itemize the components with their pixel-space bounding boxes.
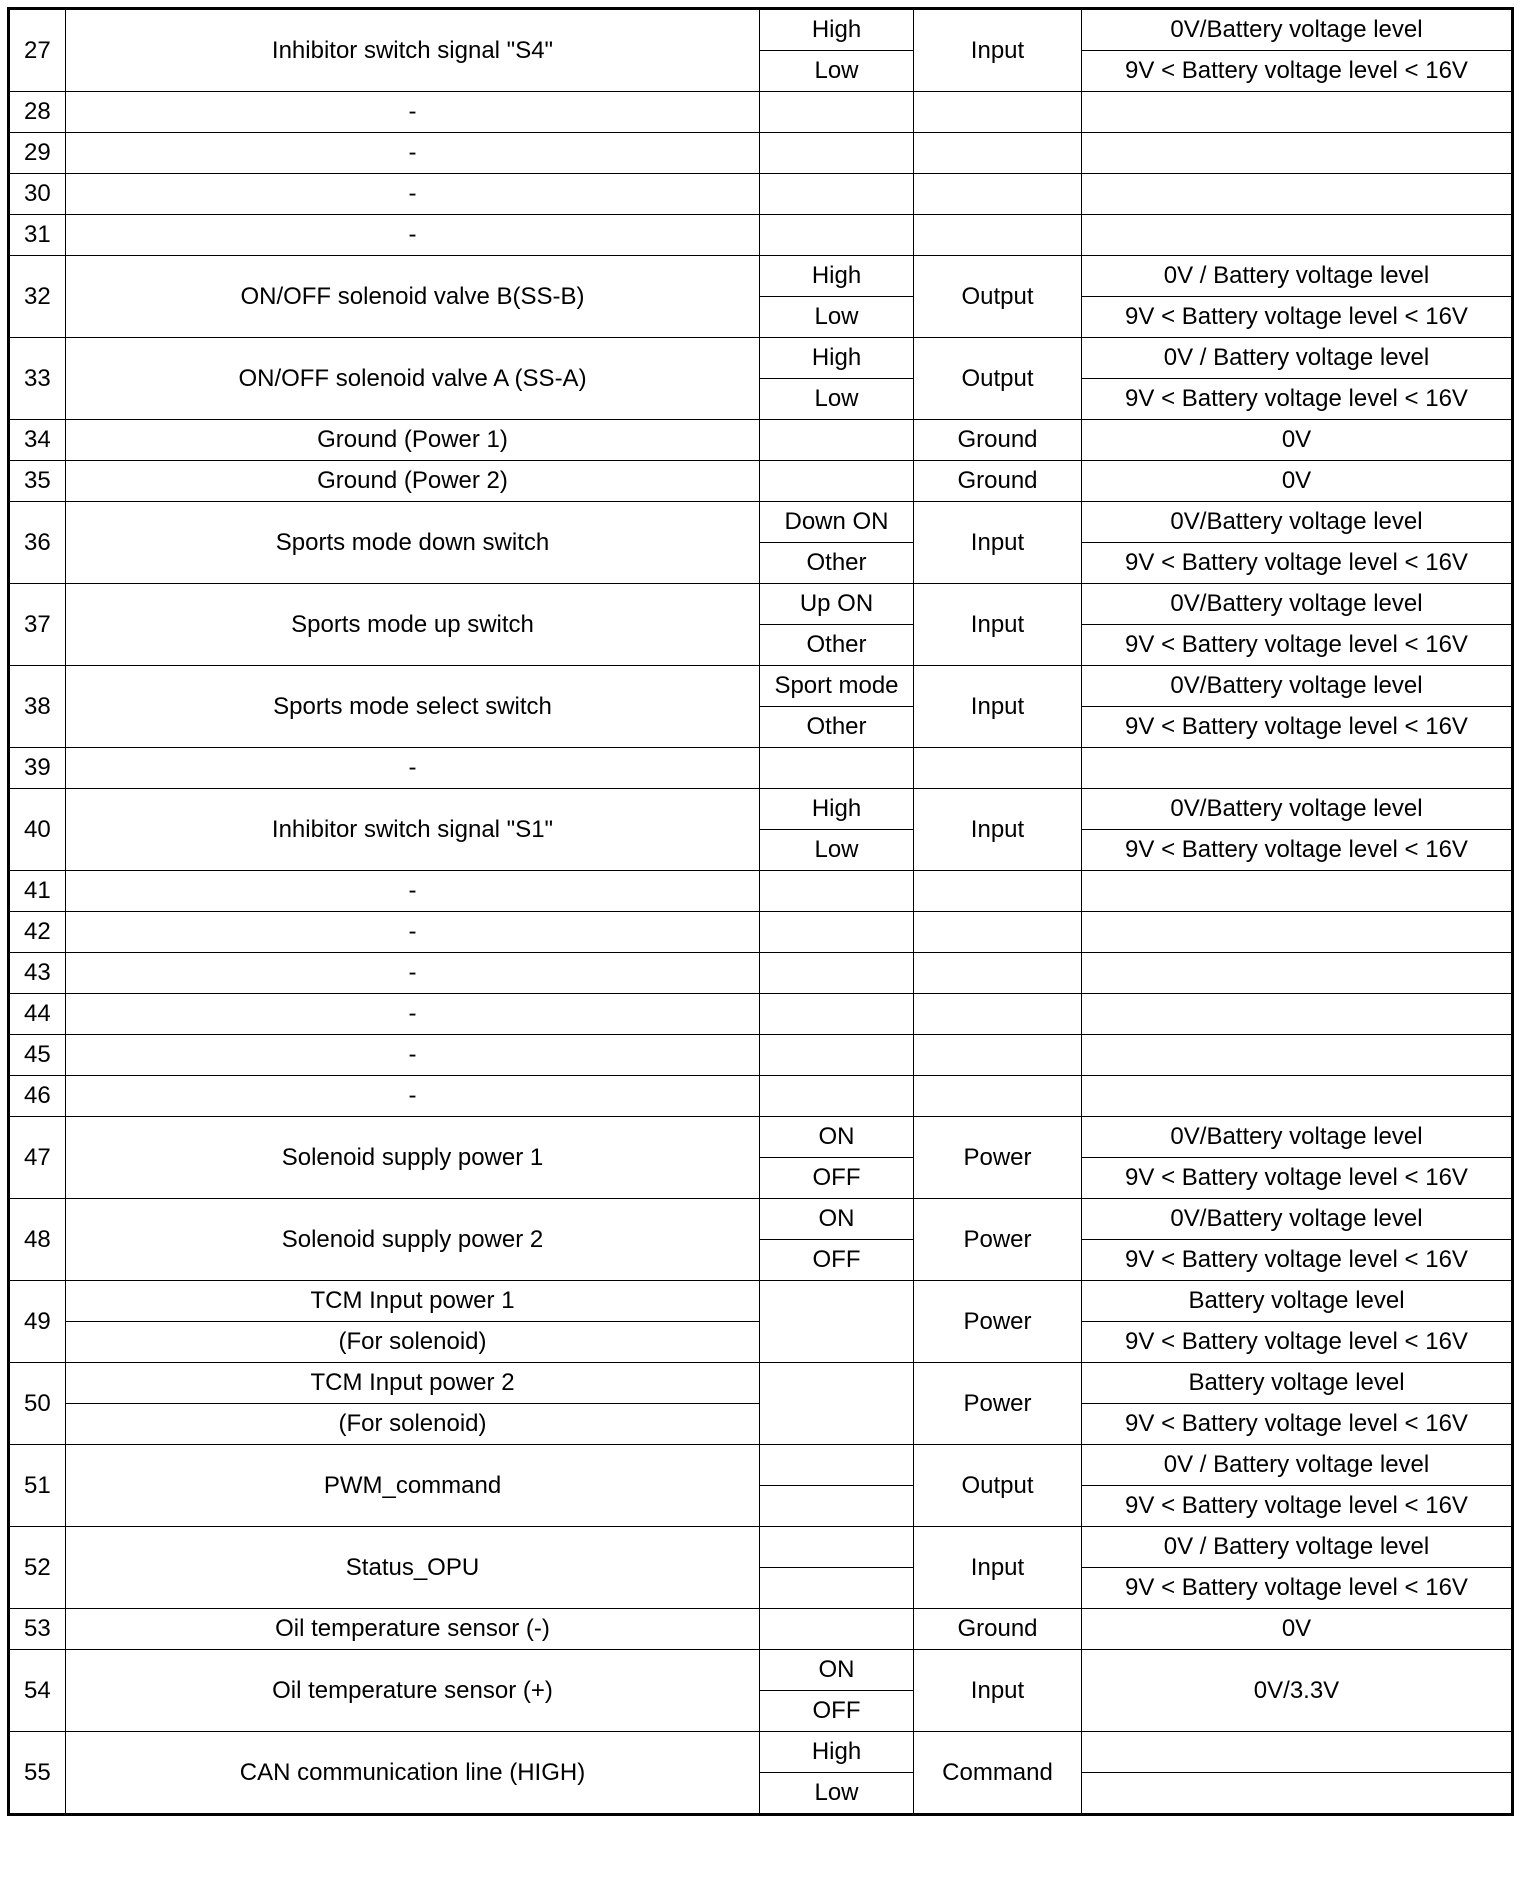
pin-value: 9V < Battery voltage level < 16V <box>1082 379 1513 420</box>
pin-function: - <box>66 215 760 256</box>
table-row <box>9 1609 1513 1650</box>
pin-function: Sports mode down switch <box>66 502 760 584</box>
pin-value: 0V/3.3V <box>1082 1650 1513 1732</box>
pin-function: Sports mode select switch <box>66 666 760 748</box>
pin-value: 0V <box>1082 461 1513 502</box>
pin-function: Solenoid supply power 2 <box>66 1199 760 1281</box>
pin-number: 37 <box>9 584 66 666</box>
pin-condition <box>760 215 914 256</box>
table-row <box>9 912 1513 953</box>
pin-condition: Down ON <box>760 502 914 543</box>
pin-condition <box>760 1363 914 1445</box>
pin-function: Oil temperature sensor (-) <box>66 1609 760 1650</box>
pin-value: Battery voltage level <box>1082 1281 1513 1322</box>
pin-condition <box>760 1486 914 1527</box>
pin-condition: Other <box>760 543 914 584</box>
pin-value <box>1082 1035 1513 1076</box>
pin-value: 9V < Battery voltage level < 16V <box>1082 543 1513 584</box>
table-row <box>9 1035 1513 1076</box>
pin-condition: High <box>760 789 914 830</box>
table-row <box>9 1732 1513 1773</box>
pin-value <box>1082 871 1513 912</box>
pin-condition <box>760 748 914 789</box>
pin-condition <box>760 1568 914 1609</box>
pin-condition: Other <box>760 707 914 748</box>
pin-number: 39 <box>9 748 66 789</box>
pin-value: 9V < Battery voltage level < 16V <box>1082 1158 1513 1199</box>
pin-number: 48 <box>9 1199 66 1281</box>
pin-number: 33 <box>9 338 66 420</box>
pin-condition <box>760 1609 914 1650</box>
pin-type: Ground <box>914 420 1082 461</box>
pin-value: 0V / Battery voltage level <box>1082 338 1513 379</box>
pin-function: Inhibitor switch signal "S1" <box>66 789 760 871</box>
pin-type <box>914 1035 1082 1076</box>
pin-function: Sports mode up switch <box>66 584 760 666</box>
pin-value: 0V/Battery voltage level <box>1082 666 1513 707</box>
pin-condition: High <box>760 256 914 297</box>
pin-value: 9V < Battery voltage level < 16V <box>1082 1486 1513 1527</box>
pin-condition: Sport mode <box>760 666 914 707</box>
pin-number: 46 <box>9 1076 66 1117</box>
table-row <box>9 215 1513 256</box>
table-row <box>9 1199 1513 1240</box>
table-row <box>9 1650 1513 1691</box>
pin-type <box>914 953 1082 994</box>
pin-condition: Low <box>760 379 914 420</box>
pin-function: Solenoid supply power 1 <box>66 1117 760 1199</box>
pin-value <box>1082 174 1513 215</box>
pin-type: Input <box>914 1650 1082 1732</box>
table-row <box>9 420 1513 461</box>
pin-type: Input <box>914 666 1082 748</box>
pin-function: PWM_command <box>66 1445 760 1527</box>
pin-value: 0V/Battery voltage level <box>1082 1199 1513 1240</box>
pin-number: 29 <box>9 133 66 174</box>
pin-condition <box>760 953 914 994</box>
pin-value: 9V < Battery voltage level < 16V <box>1082 625 1513 666</box>
pin-value <box>1082 912 1513 953</box>
pin-number: 34 <box>9 420 66 461</box>
pin-function: Status_OPU <box>66 1527 760 1609</box>
pin-value <box>1082 994 1513 1035</box>
pin-function: - <box>66 1035 760 1076</box>
pin-number: 28 <box>9 92 66 133</box>
pin-function: CAN communication line (HIGH) <box>66 1732 760 1815</box>
table-row <box>9 666 1513 707</box>
pin-condition: ON <box>760 1117 914 1158</box>
pin-function: - <box>66 174 760 215</box>
pin-value <box>1082 1076 1513 1117</box>
pin-value <box>1082 953 1513 994</box>
table-row <box>9 789 1513 830</box>
pin-value: 9V < Battery voltage level < 16V <box>1082 51 1513 92</box>
pin-number: 52 <box>9 1527 66 1609</box>
pin-value: 0V <box>1082 420 1513 461</box>
pin-function: Inhibitor switch signal "S4" <box>66 9 760 92</box>
pin-condition <box>760 174 914 215</box>
pin-value <box>1082 1732 1513 1773</box>
pin-type: Input <box>914 789 1082 871</box>
pin-type <box>914 912 1082 953</box>
pin-condition <box>760 92 914 133</box>
pin-function: Ground (Power 2) <box>66 461 760 502</box>
pin-value <box>1082 1773 1513 1815</box>
pin-number: 51 <box>9 1445 66 1527</box>
pin-type: Ground <box>914 461 1082 502</box>
pin-value: 9V < Battery voltage level < 16V <box>1082 1404 1513 1445</box>
table-row <box>9 9 1513 51</box>
pin-condition <box>760 912 914 953</box>
pin-condition: High <box>760 9 914 51</box>
pin-condition: High <box>760 338 914 379</box>
pin-type: Ground <box>914 1609 1082 1650</box>
pin-type: Power <box>914 1199 1082 1281</box>
pin-type: Power <box>914 1117 1082 1199</box>
pin-condition <box>760 1035 914 1076</box>
pin-type: Power <box>914 1363 1082 1445</box>
pin-type <box>914 748 1082 789</box>
pin-condition: ON <box>760 1650 914 1691</box>
pin-value <box>1082 133 1513 174</box>
pin-number: 36 <box>9 502 66 584</box>
pin-function: - <box>66 748 760 789</box>
pin-type: Output <box>914 338 1082 420</box>
pin-function: - <box>66 871 760 912</box>
pin-type <box>914 994 1082 1035</box>
pin-type: Output <box>914 1445 1082 1527</box>
pin-condition: OFF <box>760 1691 914 1732</box>
pin-value: 0V / Battery voltage level <box>1082 1445 1513 1486</box>
pin-function: (For solenoid) <box>66 1404 760 1445</box>
pin-value: 0V / Battery voltage level <box>1082 1527 1513 1568</box>
table-row <box>9 1363 1513 1404</box>
pin-value: 9V < Battery voltage level < 16V <box>1082 707 1513 748</box>
pin-number: 45 <box>9 1035 66 1076</box>
pin-value: 0V <box>1082 1609 1513 1650</box>
table-row <box>9 953 1513 994</box>
pin-condition: OFF <box>760 1158 914 1199</box>
pin-condition <box>760 461 914 502</box>
pin-type <box>914 1076 1082 1117</box>
table-body <box>9 9 1513 1815</box>
pin-number: 55 <box>9 1732 66 1815</box>
table-row <box>9 748 1513 789</box>
pin-number: 31 <box>9 215 66 256</box>
table-row <box>9 174 1513 215</box>
pin-type <box>914 871 1082 912</box>
pin-type: Input <box>914 584 1082 666</box>
pin-value: 9V < Battery voltage level < 16V <box>1082 1568 1513 1609</box>
pin-function: - <box>66 92 760 133</box>
pin-number: 35 <box>9 461 66 502</box>
table-row <box>9 871 1513 912</box>
pin-condition <box>760 1527 914 1568</box>
table-row <box>9 994 1513 1035</box>
pin-condition: Low <box>760 297 914 338</box>
pin-number: 47 <box>9 1117 66 1199</box>
pin-condition: Low <box>760 51 914 92</box>
pin-number: 54 <box>9 1650 66 1732</box>
table-row <box>9 461 1513 502</box>
table-row <box>9 1445 1513 1486</box>
table-row <box>9 1117 1513 1158</box>
pin-type: Input <box>914 9 1082 92</box>
pin-type: Input <box>914 1527 1082 1609</box>
pin-function: - <box>66 953 760 994</box>
pin-type <box>914 215 1082 256</box>
pin-condition <box>760 871 914 912</box>
pin-type <box>914 174 1082 215</box>
pin-condition: OFF <box>760 1240 914 1281</box>
pin-function: TCM Input power 1 <box>66 1281 760 1322</box>
pin-condition <box>760 1445 914 1486</box>
pin-value: 0V / Battery voltage level <box>1082 256 1513 297</box>
table-row <box>9 1527 1513 1568</box>
pin-number: 27 <box>9 9 66 92</box>
table-row <box>9 502 1513 543</box>
pin-type: Command <box>914 1732 1082 1815</box>
pin-value: 0V/Battery voltage level <box>1082 584 1513 625</box>
pin-condition <box>760 133 914 174</box>
pin-number: 42 <box>9 912 66 953</box>
pin-function: - <box>66 994 760 1035</box>
table-row <box>9 1281 1513 1322</box>
pin-function: - <box>66 1076 760 1117</box>
pin-number: 44 <box>9 994 66 1035</box>
pin-number: 32 <box>9 256 66 338</box>
pin-number: 41 <box>9 871 66 912</box>
pin-value <box>1082 92 1513 133</box>
pin-type <box>914 92 1082 133</box>
pin-value: 9V < Battery voltage level < 16V <box>1082 830 1513 871</box>
pin-function: TCM Input power 2 <box>66 1363 760 1404</box>
pin-value: Battery voltage level <box>1082 1363 1513 1404</box>
pin-number: 30 <box>9 174 66 215</box>
pin-number: 53 <box>9 1609 66 1650</box>
pin-condition <box>760 420 914 461</box>
pin-function: - <box>66 912 760 953</box>
pin-number: 49 <box>9 1281 66 1363</box>
pin-condition: ON <box>760 1199 914 1240</box>
pin-value: 9V < Battery voltage level < 16V <box>1082 1322 1513 1363</box>
pin-value <box>1082 215 1513 256</box>
pin-value: 0V/Battery voltage level <box>1082 789 1513 830</box>
pin-value: 9V < Battery voltage level < 16V <box>1082 1240 1513 1281</box>
pin-number: 38 <box>9 666 66 748</box>
table-row <box>9 338 1513 379</box>
pin-condition <box>760 1076 914 1117</box>
pin-function: Ground (Power 1) <box>66 420 760 461</box>
pin-value: 9V < Battery voltage level < 16V <box>1082 297 1513 338</box>
pin-number: 43 <box>9 953 66 994</box>
pin-function: (For solenoid) <box>66 1322 760 1363</box>
pin-type <box>914 133 1082 174</box>
table-row <box>9 1076 1513 1117</box>
pin-function: ON/OFF solenoid valve A (SS-A) <box>66 338 760 420</box>
pin-condition: Up ON <box>760 584 914 625</box>
table-row <box>9 133 1513 174</box>
pin-type: Input <box>914 502 1082 584</box>
pin-condition: Other <box>760 625 914 666</box>
pin-function: ON/OFF solenoid valve B(SS-B) <box>66 256 760 338</box>
pin-type: Output <box>914 256 1082 338</box>
pin-value: 0V/Battery voltage level <box>1082 1117 1513 1158</box>
pin-function: - <box>66 133 760 174</box>
pin-type: Power <box>914 1281 1082 1363</box>
table-row <box>9 92 1513 133</box>
pin-value <box>1082 748 1513 789</box>
pin-number: 40 <box>9 789 66 871</box>
pin-condition <box>760 1281 914 1363</box>
pin-condition: Low <box>760 830 914 871</box>
table-row <box>9 584 1513 625</box>
pin-condition: Low <box>760 1773 914 1815</box>
pin-number: 50 <box>9 1363 66 1445</box>
pin-function: Oil temperature sensor (+) <box>66 1650 760 1732</box>
pin-value: 0V/Battery voltage level <box>1082 502 1513 543</box>
pin-value: 0V/Battery voltage level <box>1082 9 1513 51</box>
pin-condition <box>760 994 914 1035</box>
table-row <box>9 256 1513 297</box>
pin-description-table <box>7 7 1514 1816</box>
pin-condition: High <box>760 1732 914 1773</box>
